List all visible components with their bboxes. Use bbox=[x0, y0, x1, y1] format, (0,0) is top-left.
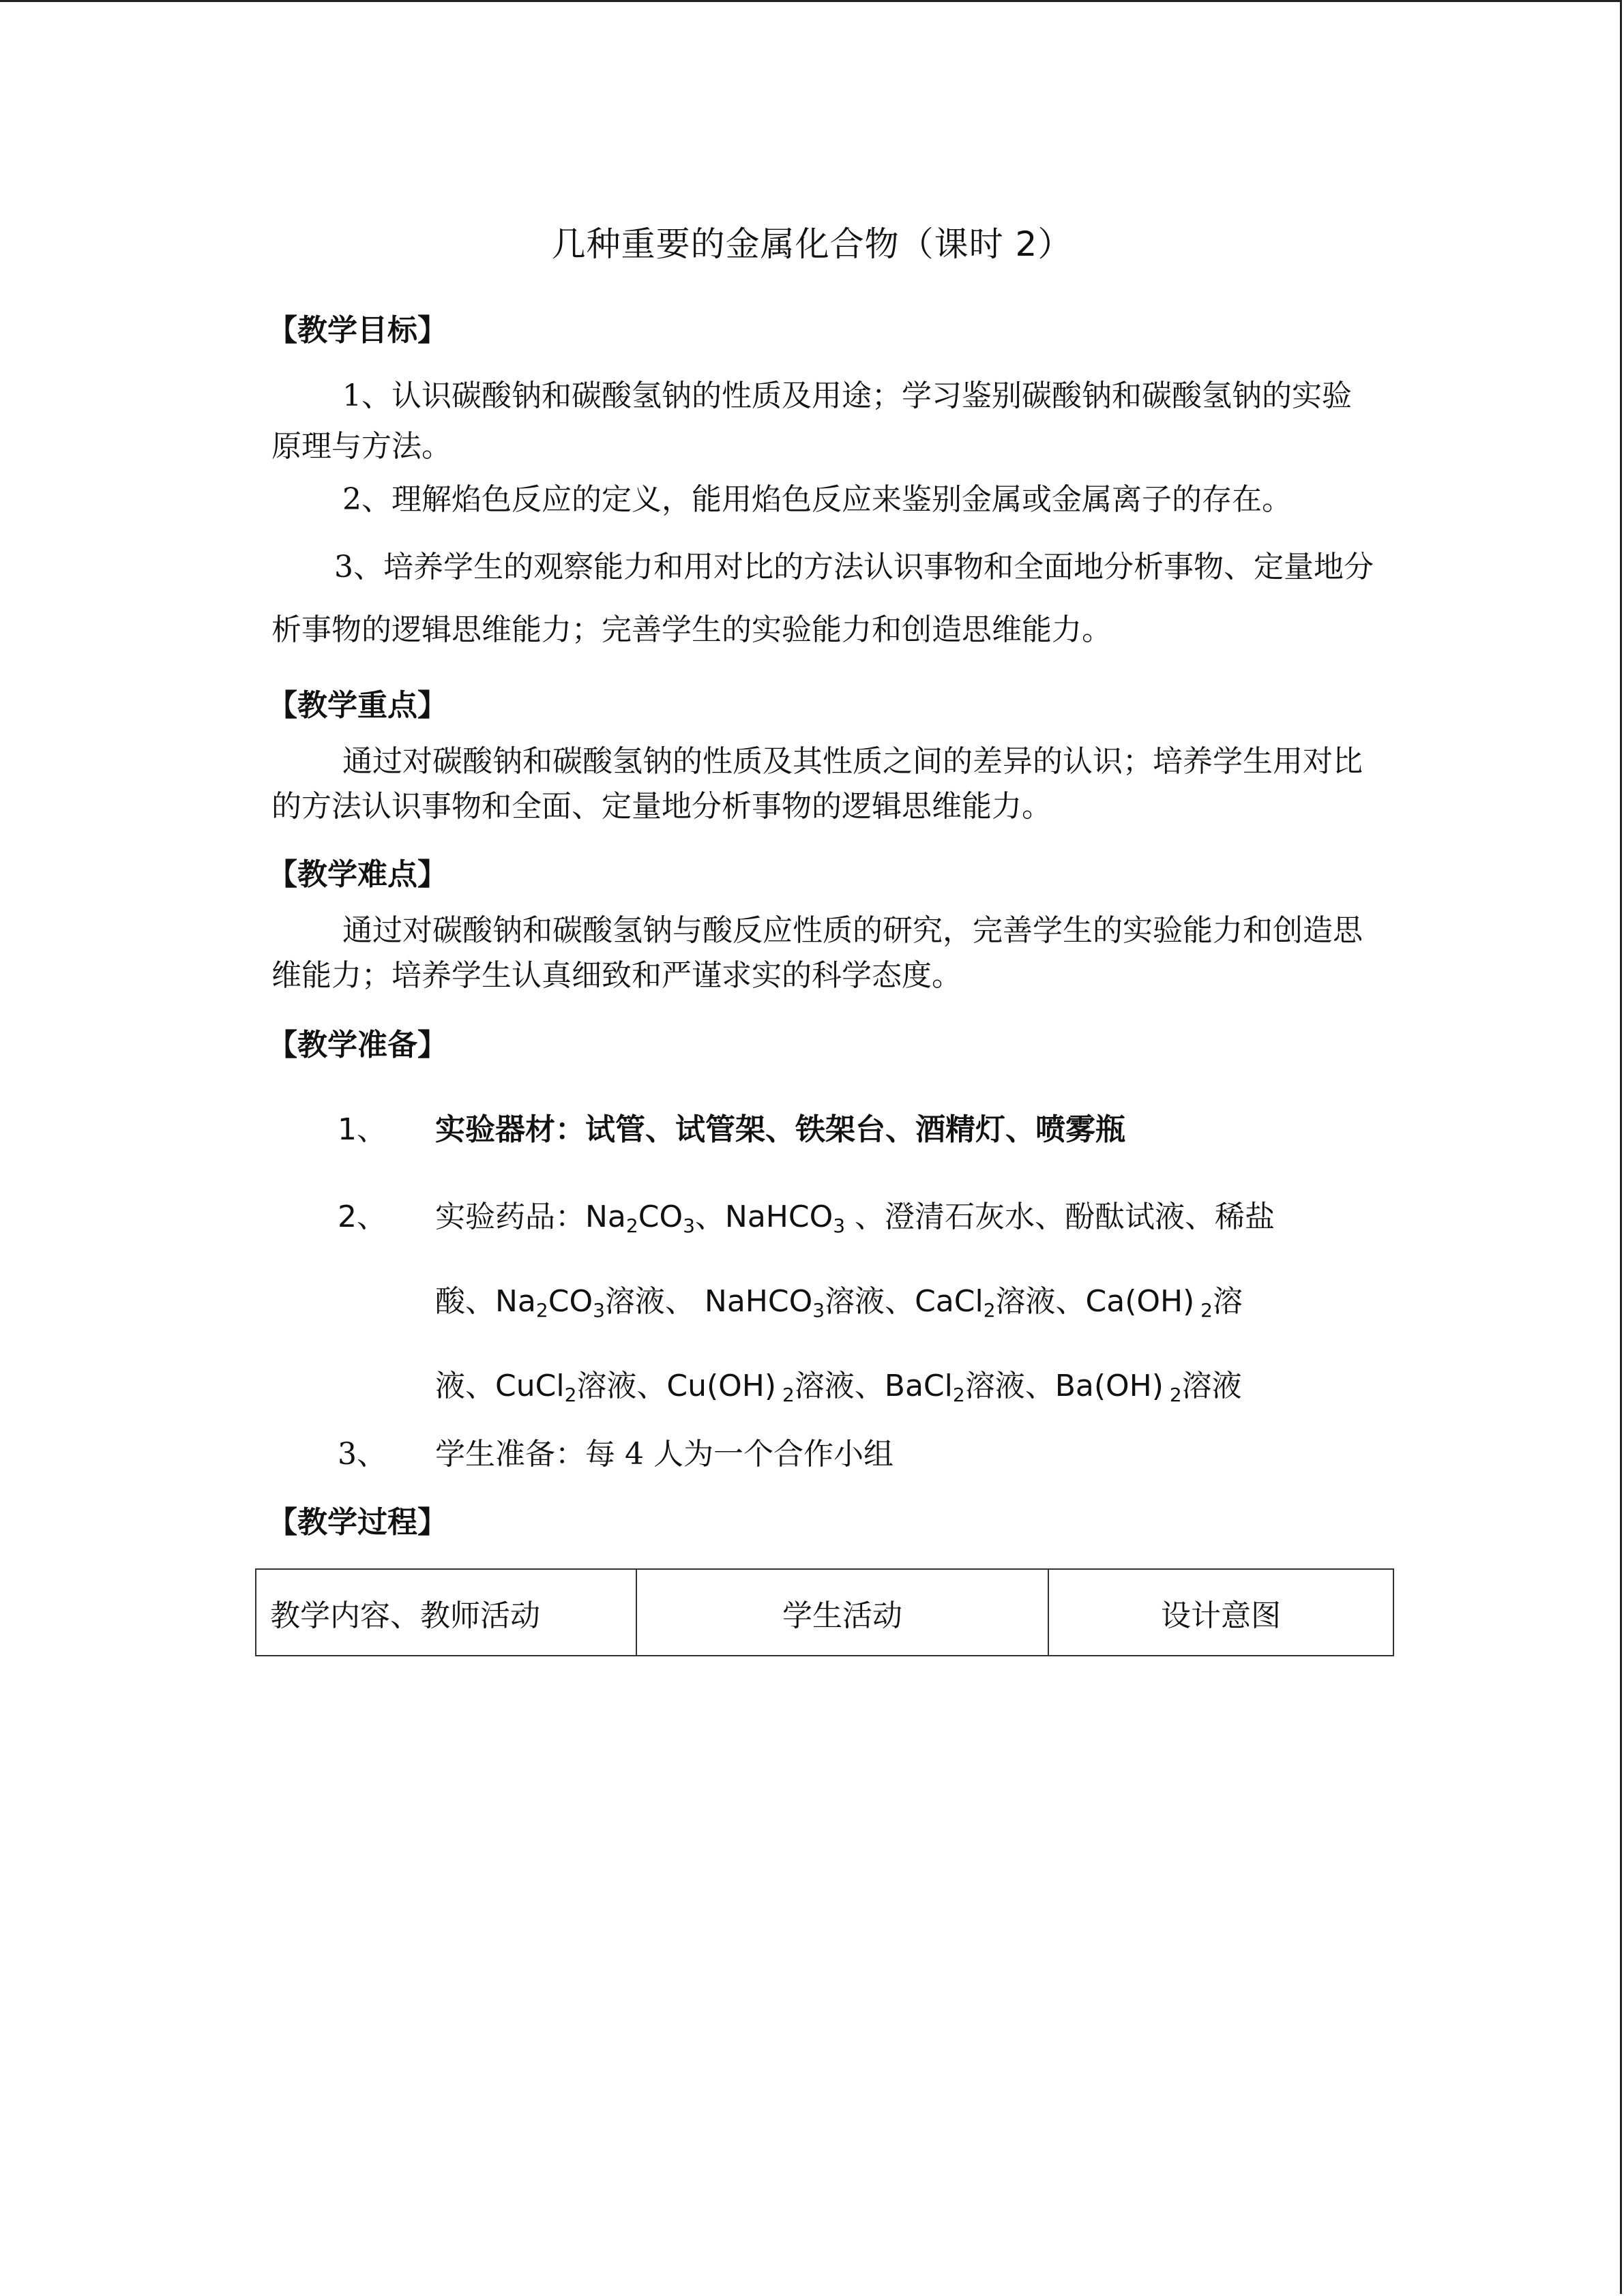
prep-item-1-number: 1、 bbox=[338, 1112, 387, 1147]
table-row bbox=[256, 1569, 1393, 1656]
objective-1-text: 1、认识碳酸钠和碳酸氢钠的性质及用途；学习鉴别碳酸钠和碳酸氢钠的实验原理与方法。 bbox=[271, 378, 1352, 464]
objective-3-text: 3、培养学生的观察能力和用对比的方法认识事物和全面地分析事物、定量地分析事物的逻辑思维能力；完善学生的实验能力和创造思维能力。 bbox=[271, 550, 1374, 647]
objectives-heading: 【教学目标】 bbox=[267, 313, 447, 348]
preparation-heading: 【教学准备】 bbox=[267, 1028, 447, 1062]
prep-item-1-text: 实验器材：试管、试管架、铁架台、酒精灯、喷雾瓶 bbox=[435, 1112, 1125, 1147]
prep-item-2-number: 2、 bbox=[338, 1199, 387, 1234]
prep-item-2-line-2: 酸、$Na_2CO_3$溶液、 NaHCO$_3$溶液、CaCl$_2$溶液、Ca(OH) $_2$溶 bbox=[435, 1284, 1243, 1322]
objective-2-text: 2、理解焰色反应的定义，能用焰色反应来鉴别金属或金属离子的存在。 bbox=[342, 482, 1292, 517]
objective-1 bbox=[271, 371, 1376, 472]
prep-item-2-line-3: 液、CuCl$_2$溶液、Cu(OH) $_2$溶液、BaCl$_2$溶液、Ba(OH) $_2$溶液 bbox=[435, 1369, 1242, 1406]
difficulties-text bbox=[271, 908, 1376, 998]
page-title: 几种重要的金属化合物（课时 2） bbox=[551, 224, 1073, 264]
prep-item-3-number: 3、 bbox=[338, 1437, 387, 1472]
process-heading: 【教学过程】 bbox=[267, 1505, 447, 1540]
objective-2 bbox=[271, 477, 1376, 522]
prep-item-3-text: 学生准备：每 4 人为一个合作小组 bbox=[435, 1437, 894, 1472]
key-points-heading: 【教学重点】 bbox=[267, 688, 447, 723]
table-header-cell: 教学内容、教师活动 bbox=[256, 1569, 636, 1656]
key-points-text bbox=[271, 739, 1376, 829]
difficulties-heading: 【教学难点】 bbox=[267, 857, 447, 892]
key-points-body: 通过对碳酸钠和碳酸氢钠的性质及其性质之间的差异的认识；培养学生用对比的方法认识事物和全面、定量地分析事物的逻辑思维能力。 bbox=[271, 744, 1363, 824]
prep-item-2-line-1: 实验药品：$Na_2CO_3$、NaHCO$_3$ 、澄清石灰水、酚酞试液、稀盐 bbox=[435, 1199, 1275, 1237]
table-header-cell: 学生活动 bbox=[636, 1569, 1048, 1656]
difficulties-body: 通过对碳酸钠和碳酸氢钠与酸反应性质的研究，完善学生的实验能力和创造思维能力；培养学生认真细致和严谨求实的科学态度。 bbox=[271, 913, 1363, 993]
table-header-cell: 设计意图 bbox=[1048, 1569, 1393, 1656]
prep-item-2-label: 实验药品： bbox=[435, 1199, 585, 1234]
process-table bbox=[255, 1568, 1394, 1656]
objective-3 bbox=[271, 536, 1376, 661]
